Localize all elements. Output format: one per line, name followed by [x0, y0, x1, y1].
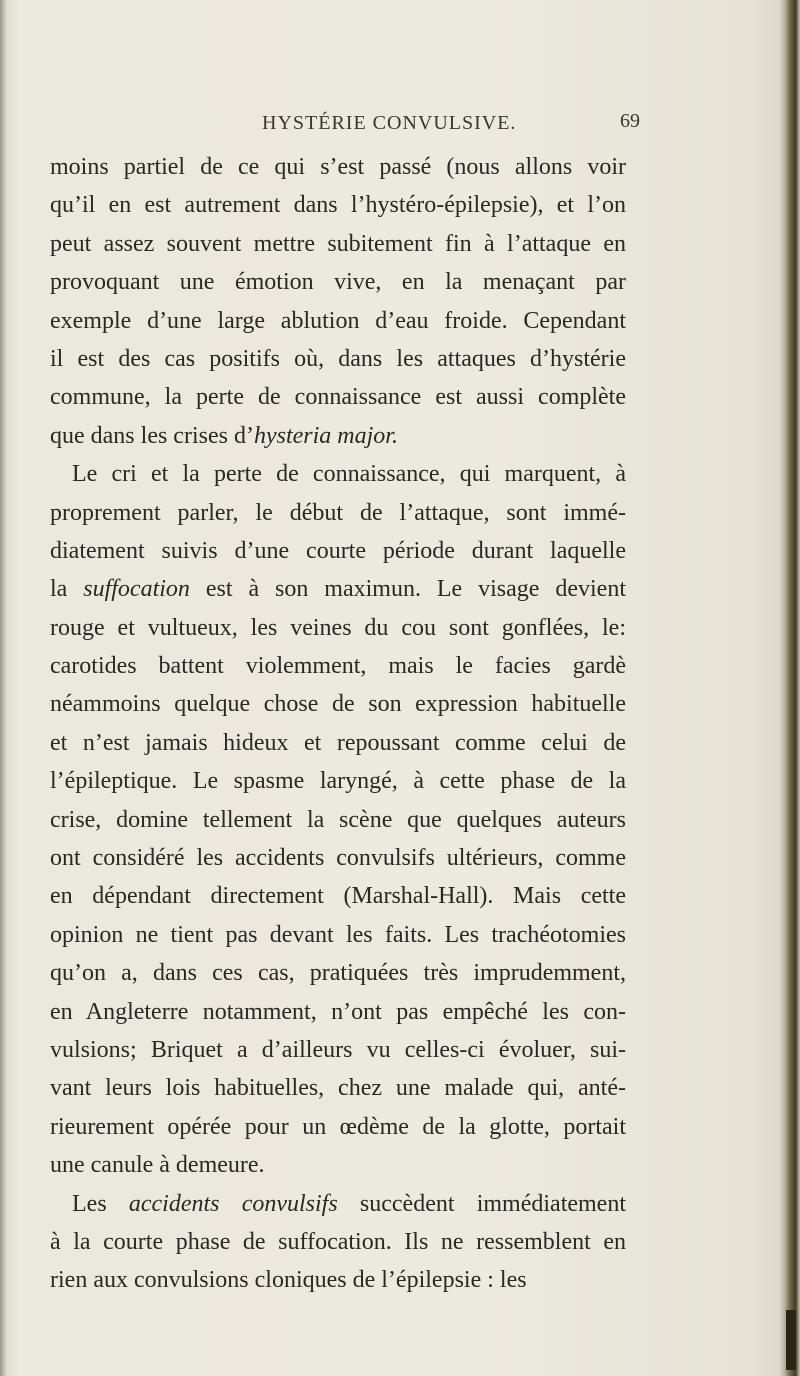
- text-line: rieurement opérée pour un œdème de la glotte, portait: [50, 1113, 626, 1140]
- page-number: 69: [620, 110, 640, 132]
- text-line: à la courte phase de suffocation. Ils ne ressemblent en: [50, 1228, 626, 1255]
- text-line: provoquant une émotion vive, en la menaçant par: [50, 269, 626, 296]
- text-line: opinion ne tient pas devant les faits. Les trachéotomies: [50, 921, 626, 948]
- text-line: [50, 417, 626, 455]
- text-line: il est des cas positifs où, dans les attaques d’hystérie: [50, 345, 626, 372]
- text-line: en Angleterre notamment, n’ont pas empêché les con-: [50, 998, 626, 1025]
- page-header: [40, 112, 770, 142]
- text-line: moins partiel de ce qui s’est passé (nous allons voir: [50, 154, 626, 180]
- text-line: l’épileptique. Le spasme laryngé, à cette phase de la: [50, 768, 626, 795]
- italic-term: hysteria major.: [253, 422, 398, 449]
- text-segment: la: [50, 576, 84, 603]
- page-edge-binding: [778, 0, 800, 1376]
- text-line: [50, 570, 626, 608]
- text-line: crise, domine tellement la scène que quelques auteurs: [50, 806, 626, 833]
- text-line: vulsions; Briquet a d’ailleurs vu celles-ci évoluer, sui-: [50, 1036, 626, 1063]
- page-gutter-shadow: [0, 0, 6, 1376]
- text-segment: Les: [72, 1190, 129, 1217]
- running-head: HYSTÉRIE CONVULSIVE.: [262, 112, 517, 134]
- text-line: qu’il en est autrement dans l’hystéro-épilepsie), et l’on: [50, 192, 626, 219]
- text-line: en dépendant directement (Marshal-Hall). Mais cette: [50, 883, 626, 910]
- text-line: rouge et vultueux, les veines du cou sont gonflées, le:: [50, 614, 626, 641]
- text-line: rien aux convulsions cloniques de l’épilepsie : les: [50, 1267, 527, 1294]
- text-line: une canule à demeure.: [50, 1152, 265, 1179]
- text-line: vant leurs lois habituelles, chez une malade qui, anté-: [50, 1075, 626, 1102]
- text-line: commune, la perte de connaissance est aussi complète: [50, 384, 626, 411]
- text-line: [50, 1185, 626, 1223]
- text-segment: est à son maximun. Le visage devient: [189, 576, 626, 603]
- text-line: diatement suivis d’une courte période durant laquelle: [50, 537, 626, 564]
- text-line: néammoins quelque chose de son expression habituelle: [50, 691, 626, 718]
- text-line: ont considéré les accidents convulsifs ultérieurs, comme: [50, 845, 626, 872]
- italic-term: suffocation: [83, 576, 190, 603]
- text-line: Le cri et la perte de connaissance, qui marquent, à: [72, 461, 626, 488]
- text-line: qu’on a, dans ces cas, pratiquées très imprudemment,: [50, 960, 626, 987]
- text-segment: que dans les crises d’: [50, 422, 254, 449]
- text-line: et n’est jamais hideux et repoussant comme celui de: [50, 729, 626, 756]
- text-line: carotides battent violemment, mais le facies gardè: [50, 653, 626, 680]
- text-line: exemple d’une large ablution d’eau froide. Cependant: [50, 307, 626, 334]
- text-line: peut assez souvent mettre subitement fin à l’attaque en: [50, 230, 626, 257]
- text-segment: succèdent immédiatement: [337, 1190, 626, 1217]
- body-text: [50, 148, 626, 1300]
- italic-term: accidents convulsifs: [128, 1190, 338, 1217]
- text-line: proprement parler, le début de l’attaque, sont immé-: [50, 499, 626, 526]
